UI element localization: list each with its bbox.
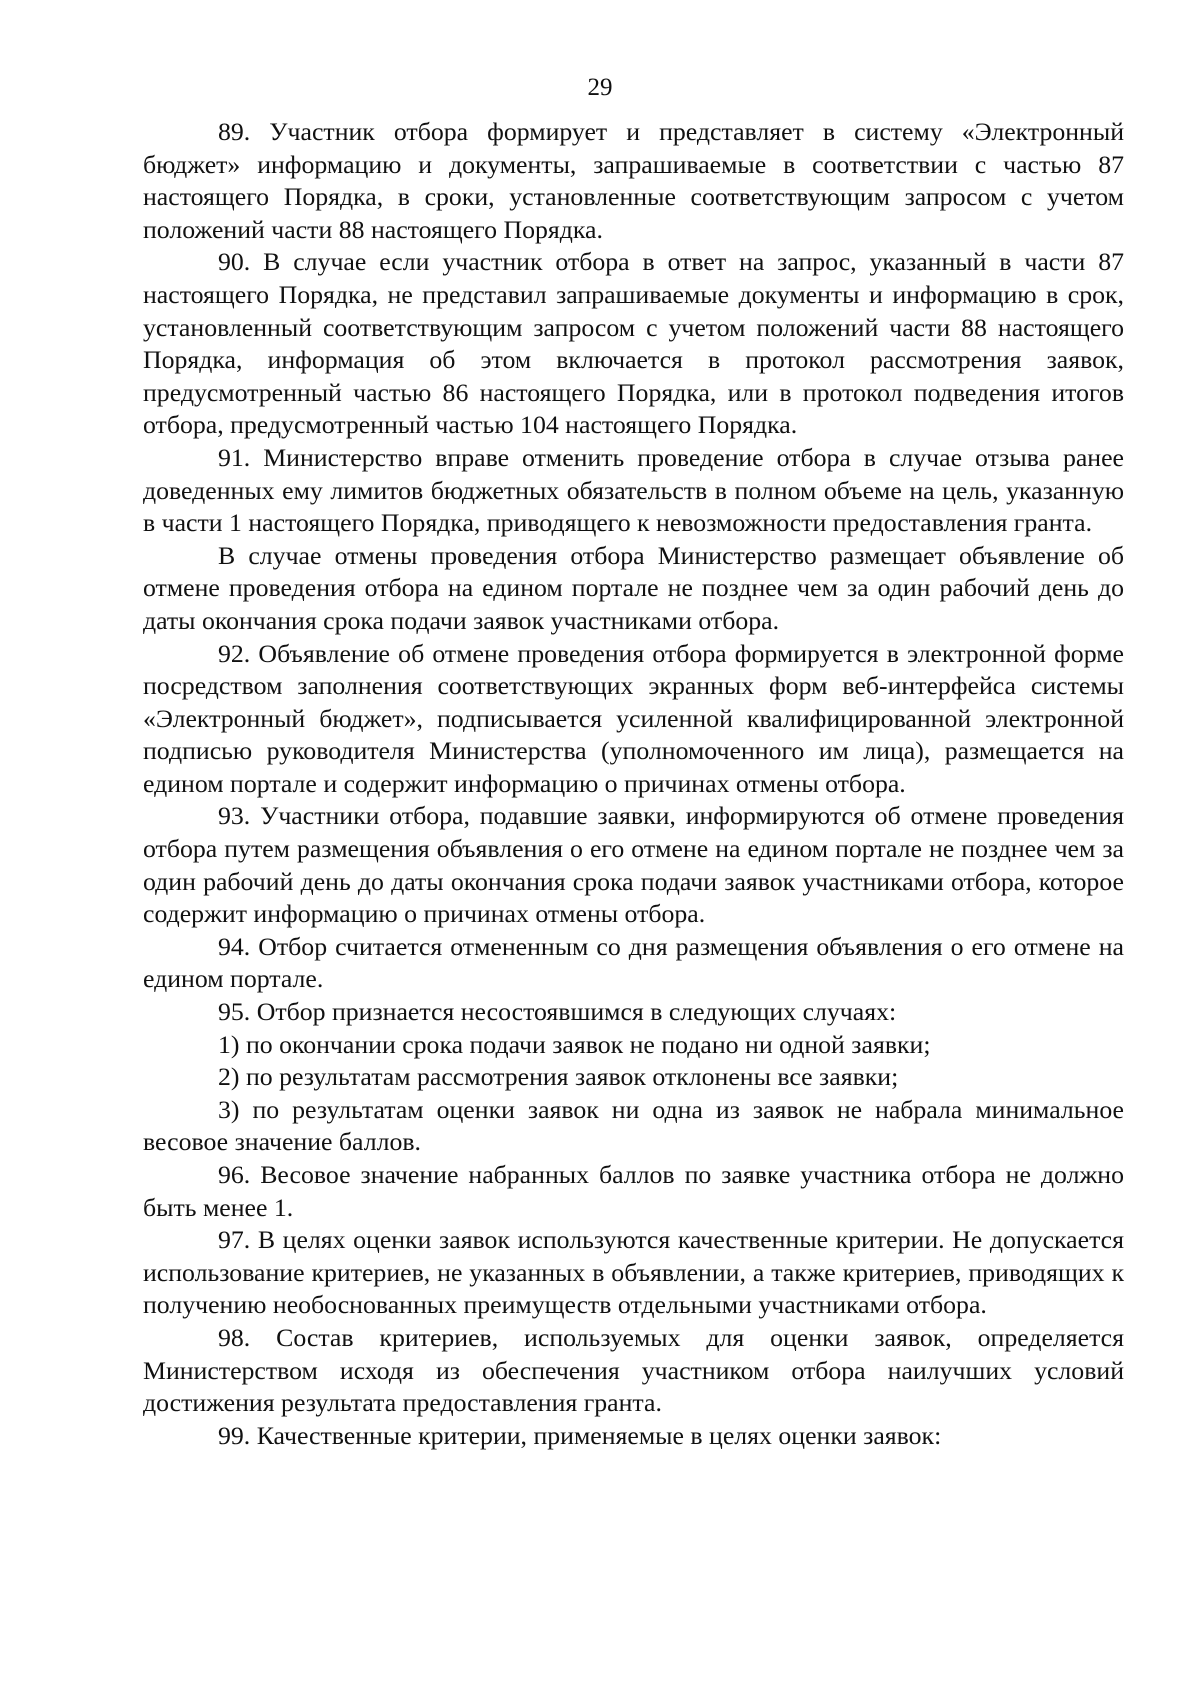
document-body — [143, 116, 1124, 1452]
paragraph-91: 91. Министерство вправе отменить проведение отбора в случае отзыва ранее доведенных ему лимитов бюджетных обязательств в полном объеме на цель, указанную в части 1 настоящего Порядка, приводящего к невозможности предоставления гранта. — [143, 442, 1124, 538]
paragraph-98: 98. Состав критериев, используемых для оценки заявок, определяется Министерством исходя из обеспечения участником отбора наилучших условий достижения результата предоставления гранта. — [143, 1322, 1124, 1418]
paragraph-93: 93. Участники отбора, подавшие заявки, информируются об отмене проведения отбора путем размещения объявления о его отмене на едином портале не позднее чем за один рабочий день до даты окончания срока подачи заявок участниками отбора, которое содержит информацию о причинах отмены отбора. — [143, 801, 1124, 929]
list-item-95-1: 1) по окончании срока подачи заявок не подано ни одной заявки; — [218, 1029, 931, 1059]
paragraph-99: 99. Качественные критерии, применяемые в целях оценки заявок: — [218, 1420, 942, 1450]
list-item-95-2: 2) по результатам рассмотрения заявок отклонены все заявки; — [218, 1062, 899, 1092]
paragraph-91-cancellation: В случае отмены проведения отбора Министерство размещает объявление об отмене проведения отбора на едином портале не позднее чем за один рабочий день до даты окончания срока подачи заявок участниками отбора. — [143, 540, 1124, 635]
paragraph-92: 92. Объявление об отмене проведения отбора формируется в электронной форме посредством заполнения соответствующих экранных форм веб-интерфейса системы «Электронный бюджет», подписывается усиленной квалифицированной электронной подписью руководителя Министерства (уполномоченного им лица), размещается на едином портале и содержит информацию о причинах отмены отбора. — [143, 638, 1124, 798]
paragraph-96: 96. Весовое значение набранных баллов по заявке участника отбора не должно быть менее 1. — [143, 1160, 1124, 1222]
paragraph-94: 94. Отбор считается отмененным со дня размещения объявления о его отмене на едином портале. — [143, 931, 1124, 994]
page-number: 29 — [587, 74, 613, 101]
paragraph-90: 90. В случае если участник отбора в ответ на запрос, указанный в части 87 настоящего Порядка, не представил запрашиваемые документы и информацию в срок, установленный соответствующим запросом с учетом положений части 88 настоящего Порядка, информация об этом включается в протокол рассмотрения заявок, предусмотренный частью 86 настоящего Порядка, или в протокол подведения итогов отбора, предусмотренный частью 104 настоящего Порядка. — [143, 247, 1124, 440]
paragraph-95: 95. Отбор признается несостоявшимся в следующих случаях: — [218, 997, 897, 1027]
list-item-95-3: 3) по результатам оценки заявок ни одна из заявок не набрала минимальное весовое значение баллов. — [143, 1094, 1124, 1157]
paragraph-89: 89. Участник отбора формирует и представляет в систему «Электронный бюджет» информацию и документы, запрашиваемые в соответствии с частью 87 настоящего Порядка, в сроки, установленные соответствующим запросом с учетом положений части 88 настоящего Порядка. — [143, 117, 1124, 244]
paragraph-97: 97. В целях оценки заявок используются качественные критерии. Не допускается использование критериев, не указанных в объявлении, а также критериев, приводящих к получению необоснованных преимуществ отдельными участниками отбора. — [143, 1225, 1124, 1320]
